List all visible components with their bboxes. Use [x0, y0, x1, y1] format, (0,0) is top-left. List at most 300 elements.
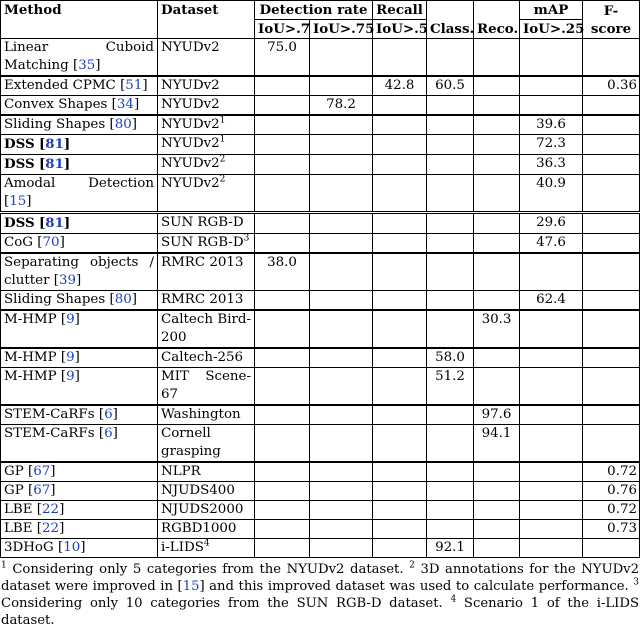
- cell-method: Linear Cuboid Matching [35]: [1, 39, 158, 77]
- cell-iou-025: [520, 539, 583, 558]
- cell-iou-075: [310, 213, 373, 234]
- method-name: Convex Shapes: [4, 97, 108, 112]
- cell-dataset: [158, 368, 255, 406]
- cell-iou-075: [310, 501, 373, 520]
- table-row: [1, 213, 640, 234]
- dataset-footnote-marker: 2: [219, 154, 226, 165]
- cell-method: M-HMP [9]: [1, 348, 158, 368]
- cell-method: DSS [81]: [1, 135, 158, 155]
- cell-iou-025: [520, 76, 583, 96]
- cell-dataset: [158, 115, 255, 135]
- cell-reco: [474, 520, 520, 539]
- cell-iou-07: [255, 348, 310, 368]
- cell-iou-07: 75.0: [255, 39, 310, 77]
- dataset-footnote-marker: 2: [219, 174, 226, 185]
- dataset-name: Caltech Bird-200: [161, 312, 251, 345]
- citation-link[interactable]: 67: [33, 483, 51, 498]
- dataset-name: i-LIDS: [161, 540, 204, 555]
- method-name: M-HMP: [4, 369, 57, 384]
- footnote-text-2b: ] and this improved dataset was used to calculate performance.: [199, 579, 634, 594]
- cell-iou-025: [520, 348, 583, 368]
- cell-class: [427, 425, 474, 463]
- dataset-name: NYUDv2: [161, 40, 220, 55]
- footnote-text-4: Scenario 1 of the i-LIDS dataset.: [1, 596, 639, 628]
- dataset-name: NJUDS2000: [161, 502, 244, 517]
- cell-class: [427, 462, 474, 482]
- citation-link[interactable]: 81: [45, 156, 64, 172]
- header-iou-075: IoU>.75: [310, 20, 373, 39]
- cell-dataset: [158, 155, 255, 175]
- dataset-name: NJUDS400: [161, 483, 235, 498]
- cell-reco: [474, 96, 520, 116]
- citation-link[interactable]: 35: [78, 58, 96, 73]
- cell-iou-075: [310, 155, 373, 175]
- cell-method: Sliding Shapes [80]: [1, 115, 158, 135]
- cell-method: Amodal Detection [15]: [1, 175, 158, 213]
- cell-iou-05: [373, 39, 427, 77]
- cell-reco: [474, 348, 520, 368]
- dataset-name: SUN RGB-D: [161, 215, 244, 230]
- cell-dataset: [158, 96, 255, 116]
- cell-class: [427, 39, 474, 77]
- cell-reco: [474, 234, 520, 254]
- header-detection-rate: Detection rate: [255, 1, 373, 20]
- table-row: [1, 462, 640, 482]
- cell-reco: [474, 462, 520, 482]
- footnote-marker-4: 4: [450, 594, 457, 605]
- method-name: GP: [4, 483, 24, 498]
- cell-iou-05: [373, 405, 427, 425]
- dataset-name: Caltech-256: [161, 350, 244, 365]
- header-class: Class.: [427, 1, 474, 39]
- cell-iou-075: [310, 462, 373, 482]
- footnote-marker-2: 2: [409, 560, 415, 571]
- cell-iou-075: [310, 405, 373, 425]
- header-iou-05: IoU>.5: [373, 20, 427, 39]
- citation-link[interactable]: 80: [114, 292, 132, 307]
- cell-fscore: [583, 155, 640, 175]
- method-name: GP: [4, 464, 24, 479]
- cell-dataset: [158, 253, 255, 291]
- citation-link[interactable]: 22: [42, 502, 60, 517]
- table-header: [1, 1, 640, 39]
- cell-method: GP [67]: [1, 462, 158, 482]
- cell-dataset: [158, 501, 255, 520]
- footnote-citation[interactable]: 15: [182, 579, 200, 594]
- citation-link[interactable]: 39: [59, 273, 77, 288]
- cell-dataset: [158, 482, 255, 501]
- cell-iou-05: [373, 501, 427, 520]
- cell-iou-07: [255, 155, 310, 175]
- cell-iou-025: [520, 405, 583, 425]
- cell-dataset: [158, 175, 255, 213]
- cell-fscore: [583, 135, 640, 155]
- cell-iou-075: [310, 482, 373, 501]
- citation-link[interactable]: 9: [66, 312, 75, 327]
- cell-class: [427, 115, 474, 135]
- cell-fscore: [583, 96, 640, 116]
- cell-iou-075: [310, 348, 373, 368]
- dataset-name: NYUDv2: [161, 156, 220, 171]
- cell-iou-07: [255, 96, 310, 116]
- footnote-text-2a: 3D annotations for the NYUDv2 dataset were improved in [: [1, 562, 639, 594]
- table-body: [1, 39, 640, 558]
- cell-class: [427, 520, 474, 539]
- citation-link[interactable]: 10: [63, 540, 81, 555]
- cell-method: GP [67]: [1, 482, 158, 501]
- cell-method: LBE [22]: [1, 520, 158, 539]
- method-name: STEM-CaRFs: [4, 426, 95, 441]
- cell-fscore: [583, 539, 640, 558]
- cell-method: DSS [81]: [1, 155, 158, 175]
- dataset-name: RMRC 2013: [161, 255, 244, 270]
- cell-reco: 30.3: [474, 310, 520, 348]
- cell-iou-07: 38.0: [255, 253, 310, 291]
- cell-iou-025: 36.3: [520, 155, 583, 175]
- table-row: [1, 175, 640, 213]
- table-row: [1, 115, 640, 135]
- cell-iou-05: [373, 155, 427, 175]
- cell-method: DSS [81]: [1, 213, 158, 234]
- cell-dataset: [158, 348, 255, 368]
- cell-fscore: [583, 310, 640, 348]
- table-row: [1, 539, 640, 558]
- cell-iou-05: [373, 462, 427, 482]
- dataset-name: RMRC 2013: [161, 292, 244, 307]
- citation-link[interactable]: 51: [125, 78, 143, 93]
- method-name: Linear Cuboid Matching: [4, 40, 154, 73]
- cell-iou-07: [255, 520, 310, 539]
- cell-class: [427, 213, 474, 234]
- dataset-name: NYUDv2: [161, 176, 220, 191]
- cell-iou-07: [255, 213, 310, 234]
- citation-link[interactable]: 6: [104, 426, 113, 441]
- cell-reco: [474, 253, 520, 291]
- header-fscore: F-score: [583, 1, 640, 39]
- cell-iou-05: [373, 291, 427, 311]
- cell-iou-05: [373, 310, 427, 348]
- cell-fscore: 0.76: [583, 482, 640, 501]
- table-row: [1, 291, 640, 311]
- table-row: [1, 368, 640, 406]
- cell-iou-025: 47.6: [520, 234, 583, 254]
- cell-class: [427, 310, 474, 348]
- cell-iou-075: [310, 291, 373, 311]
- cell-iou-025: [520, 368, 583, 406]
- table-row: [1, 501, 640, 520]
- citation-link[interactable]: 81: [45, 136, 64, 152]
- cell-reco: 94.1: [474, 425, 520, 463]
- dataset-name: Washington: [161, 407, 241, 422]
- footnote-marker-3: 3: [633, 577, 639, 588]
- table-row: [1, 348, 640, 368]
- cell-reco: [474, 291, 520, 311]
- cell-iou-05: [373, 115, 427, 135]
- cell-iou-075: [310, 76, 373, 96]
- cell-fscore: [583, 234, 640, 254]
- cell-iou-075: [310, 175, 373, 213]
- cell-method: 3DHoG [10]: [1, 539, 158, 558]
- cell-class: 60.5: [427, 76, 474, 96]
- cell-method: CoG [70]: [1, 234, 158, 254]
- dataset-name: MIT Scene-67: [161, 369, 251, 402]
- cell-fscore: [583, 115, 640, 135]
- method-name: DSS: [4, 136, 35, 152]
- cell-reco: [474, 135, 520, 155]
- cell-iou-05: [373, 234, 427, 254]
- header-dataset: Dataset: [158, 1, 255, 39]
- citation-link[interactable]: 15: [9, 194, 27, 209]
- cell-class: [427, 291, 474, 311]
- cell-method: Sliding Shapes [80]: [1, 291, 158, 311]
- cell-iou-025: 39.6: [520, 115, 583, 135]
- table-row: [1, 520, 640, 539]
- dataset-name: NLPR: [161, 464, 201, 479]
- table-row: [1, 234, 640, 254]
- cell-iou-07: [255, 310, 310, 348]
- dataset-name: NYUDv2: [161, 97, 220, 112]
- cell-class: 92.1: [427, 539, 474, 558]
- header-iou-025: IoU>.25: [520, 20, 583, 39]
- cell-fscore: 0.72: [583, 501, 640, 520]
- cell-iou-05: [373, 520, 427, 539]
- cell-fscore: 0.73: [583, 520, 640, 539]
- cell-dataset: [158, 520, 255, 539]
- footnote-marker-1: 1: [1, 560, 7, 571]
- cell-reco: [474, 39, 520, 77]
- cell-iou-025: 62.4: [520, 291, 583, 311]
- table-row: [1, 405, 640, 425]
- cell-iou-075: [310, 39, 373, 77]
- cell-dataset: [158, 310, 255, 348]
- cell-dataset: [158, 76, 255, 96]
- cell-dataset: [158, 213, 255, 234]
- cell-iou-025: [520, 310, 583, 348]
- cell-class: [427, 96, 474, 116]
- cell-iou-05: [373, 348, 427, 368]
- cell-dataset: [158, 291, 255, 311]
- cell-iou-025: [520, 520, 583, 539]
- cell-reco: [474, 368, 520, 406]
- cell-method: Separating objects / clutter [39]: [1, 253, 158, 291]
- cell-dataset: [158, 539, 255, 558]
- cell-iou-07: [255, 234, 310, 254]
- cell-iou-07: [255, 175, 310, 213]
- cell-class: 51.2: [427, 368, 474, 406]
- cell-reco: [474, 482, 520, 501]
- cell-class: [427, 175, 474, 213]
- cell-iou-05: 42.8: [373, 76, 427, 96]
- cell-iou-025: [520, 39, 583, 77]
- footnote-text-3: Considering only 10 categories from the SUN RGB-D dataset.: [1, 596, 451, 611]
- method-name: Amodal Detection: [4, 176, 154, 191]
- table-row: [1, 96, 640, 116]
- cell-method: Extended CPMC [51]: [1, 76, 158, 96]
- cell-iou-07: [255, 539, 310, 558]
- citation-link[interactable]: 6: [104, 407, 113, 422]
- dataset-footnote-marker: 1: [219, 134, 226, 145]
- cell-iou-075: [310, 135, 373, 155]
- cell-iou-07: [255, 135, 310, 155]
- cell-iou-07: [255, 501, 310, 520]
- cell-iou-07: [255, 368, 310, 406]
- header-iou-07: IoU>.7: [255, 20, 310, 39]
- cell-iou-07: [255, 115, 310, 135]
- cell-iou-05: [373, 368, 427, 406]
- cell-iou-075: [310, 368, 373, 406]
- cell-class: [427, 234, 474, 254]
- method-name: LBE: [4, 502, 33, 517]
- cell-iou-075: [310, 310, 373, 348]
- dataset-name: NYUDv2: [161, 117, 220, 132]
- cell-class: [427, 482, 474, 501]
- cell-iou-07: [255, 462, 310, 482]
- cell-iou-075: [310, 520, 373, 539]
- table-row: [1, 135, 640, 155]
- cell-iou-05: [373, 135, 427, 155]
- cell-dataset: [158, 135, 255, 155]
- cell-reco: [474, 175, 520, 213]
- cell-class: [427, 253, 474, 291]
- cell-iou-05: [373, 425, 427, 463]
- citation-link[interactable]: 80: [114, 117, 132, 132]
- citation-link[interactable]: 81: [45, 215, 64, 231]
- cell-iou-075: [310, 539, 373, 558]
- cell-method: M-HMP [9]: [1, 310, 158, 348]
- dataset-name: RGBD1000: [161, 521, 237, 536]
- method-name: 3DHoG: [4, 540, 54, 555]
- cell-dataset: [158, 425, 255, 463]
- cell-method: STEM-CaRFs [6]: [1, 425, 158, 463]
- citation-link[interactable]: 34: [116, 97, 134, 112]
- table-row: [1, 39, 640, 77]
- cell-dataset: [158, 462, 255, 482]
- cell-iou-075: [310, 253, 373, 291]
- method-name: Separating objects / clutter: [4, 255, 154, 288]
- cell-iou-07: [255, 291, 310, 311]
- cell-method: STEM-CaRFs [6]: [1, 405, 158, 425]
- cell-iou-025: 72.3: [520, 135, 583, 155]
- table-row: [1, 310, 640, 348]
- table-row: [1, 155, 640, 175]
- cell-class: [427, 135, 474, 155]
- cell-class: [427, 155, 474, 175]
- cell-reco: [474, 539, 520, 558]
- cell-iou-075: [310, 234, 373, 254]
- cell-class: [427, 405, 474, 425]
- cell-method: Convex Shapes [34]: [1, 96, 158, 116]
- dataset-footnote-marker: 4: [203, 538, 210, 549]
- table-row: [1, 482, 640, 501]
- cell-iou-05: [373, 482, 427, 501]
- cell-iou-025: [520, 96, 583, 116]
- cell-dataset: [158, 234, 255, 254]
- citation-link[interactable]: 9: [66, 369, 75, 384]
- cell-iou-025: 29.6: [520, 213, 583, 234]
- cell-fscore: [583, 348, 640, 368]
- cell-iou-07: [255, 405, 310, 425]
- cell-iou-025: [520, 501, 583, 520]
- dataset-name: NYUDv2: [161, 136, 220, 151]
- method-name: Sliding Shapes: [4, 117, 106, 132]
- citation-link[interactable]: 9: [66, 350, 75, 365]
- cell-class: 58.0: [427, 348, 474, 368]
- cell-iou-025: [520, 482, 583, 501]
- footnote-text-1: Considering only 5 categories from the NYUDv2 dataset.: [6, 562, 410, 577]
- cell-dataset: [158, 405, 255, 425]
- header-recall: Recall: [373, 1, 427, 20]
- cell-iou-05: [373, 96, 427, 116]
- cell-iou-025: [520, 425, 583, 463]
- cell-reco: [474, 155, 520, 175]
- cell-iou-05: [373, 213, 427, 234]
- cell-method: M-HMP [9]: [1, 368, 158, 406]
- cell-fscore: [583, 405, 640, 425]
- dataset-footnote-marker: 1: [219, 115, 226, 126]
- cell-reco: [474, 213, 520, 234]
- method-name: CoG: [4, 235, 34, 250]
- cell-iou-05: [373, 253, 427, 291]
- cell-dataset: [158, 39, 255, 77]
- cell-iou-025: [520, 462, 583, 482]
- method-name: LBE: [4, 521, 33, 536]
- cell-iou-05: [373, 175, 427, 213]
- cell-iou-05: [373, 539, 427, 558]
- cell-reco: [474, 76, 520, 96]
- cell-iou-075: [310, 425, 373, 463]
- method-name: DSS: [4, 156, 35, 172]
- cell-fscore: [583, 368, 640, 406]
- header-map: mAP: [520, 1, 583, 20]
- table-footnote: [1, 561, 639, 629]
- cell-fscore: [583, 253, 640, 291]
- cell-reco: [474, 115, 520, 135]
- table-row: [1, 253, 640, 291]
- cell-iou-025: [520, 253, 583, 291]
- citation-link[interactable]: 67: [33, 464, 51, 479]
- header-method: Method: [1, 1, 158, 39]
- citation-link[interactable]: 70: [42, 235, 60, 250]
- cell-iou-075: 78.2: [310, 96, 373, 116]
- cell-reco: [474, 501, 520, 520]
- dataset-name: NYUDv2: [161, 78, 220, 93]
- cell-reco: 97.6: [474, 405, 520, 425]
- method-name: M-HMP: [4, 350, 57, 365]
- cell-fscore: [583, 425, 640, 463]
- dataset-name: SUN RGB-D: [161, 235, 244, 250]
- cell-method: LBE [22]: [1, 501, 158, 520]
- method-name: M-HMP: [4, 312, 57, 327]
- cell-fscore: [583, 213, 640, 234]
- table-row: [1, 76, 640, 96]
- cell-fscore: [583, 291, 640, 311]
- cell-fscore: [583, 175, 640, 213]
- header-reco: Reco.: [474, 1, 520, 39]
- cell-iou-075: [310, 115, 373, 135]
- cell-iou-07: [255, 425, 310, 463]
- cell-iou-07: [255, 76, 310, 96]
- table-row: [1, 425, 640, 463]
- method-name: Extended CPMC: [4, 78, 116, 93]
- method-name: Sliding Shapes: [4, 292, 106, 307]
- method-name: STEM-CaRFs: [4, 407, 95, 422]
- dataset-name: Cornell grasping: [161, 426, 221, 459]
- cell-class: [427, 501, 474, 520]
- cell-iou-025: 40.9: [520, 175, 583, 213]
- citation-link[interactable]: 22: [42, 521, 60, 536]
- cell-fscore: 0.72: [583, 462, 640, 482]
- cell-fscore: 0.36: [583, 76, 640, 96]
